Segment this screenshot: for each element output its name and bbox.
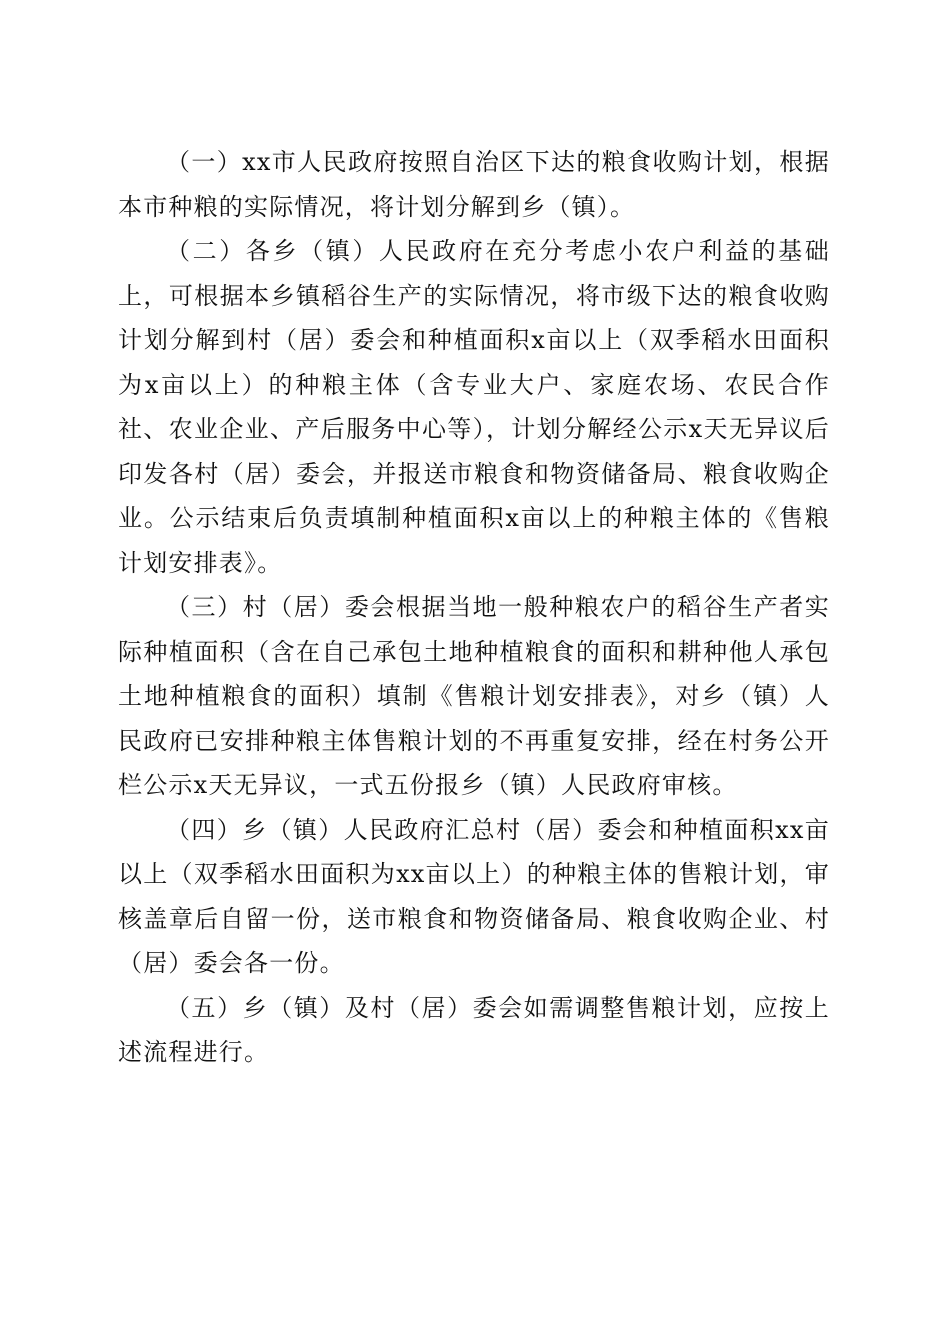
paragraph-5: （五）乡（镇）及村（居）委会如需调整售粮计划，应按上述流程进行。 (118, 993, 830, 1066)
paragraph-4: （四）乡（镇）人民政府汇总村（居）委会和种植面积xx亩以上（双季稻水田面积为xx亩以上）的种粮主体的售粮计划，审核盖章后自留一份，送市粮食和物资储备局、粮食收购企业、村（居）委会各一份。 (118, 815, 830, 977)
paragraph-1: （一）xx市人民政府按照自治区下达的粮食收购计划，根据本市种粮的实际情况，将计划分解到乡（镇）。 (118, 148, 830, 221)
paragraph-3: （三）村（居）委会根据当地一般种粮农户的稻谷生产者实际种植面积（含在自己承包土地种植粮食的面积和耕种他人承包土地种植粮食的面积）填制《售粮计划安排表》，对乡（镇）人民政府已安排种粮主体售粮计划的不再重复安排，经在村务公开栏公示x天无异议，一式五份报乡（镇）人民政府审核。 (118, 593, 830, 799)
document-body (118, 140, 830, 1075)
paragraph-2: （二）各乡（镇）人民政府在充分考虑小农户利益的基础上，可根据本乡镇稻谷生产的实际情况，将市级下达的粮食收购计划分解到村（居）委会和种植面积x亩以上（双季稻水田面积为x亩以上）的种粮主体（含专业大户、家庭农场、农民合作社、农业企业、产后服务中心等），计划分解经公示x天无异议后印发各村（居）委会，并报送市粮食和物资储备局、粮食收购企业。公示结束后负责填制种植面积x亩以上的种粮主体的《售粮计划安排表》。 (118, 237, 830, 577)
